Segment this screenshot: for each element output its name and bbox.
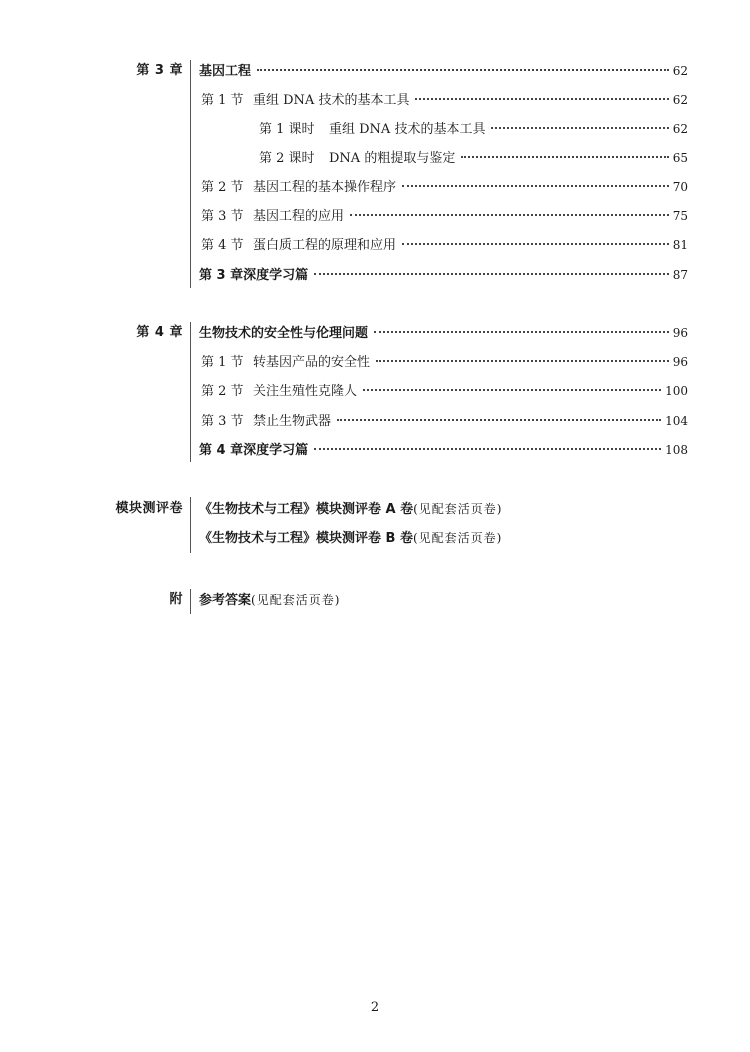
leader-dots	[415, 98, 668, 100]
chapter3-page: 62	[672, 64, 688, 78]
section-page: 96	[672, 355, 688, 369]
lesson-title: DNA 的粗提取与鉴定	[329, 151, 456, 166]
divider-chapter4	[190, 322, 191, 462]
toc-entry-3-1[interactable]	[201, 90, 688, 111]
toc-entry-3-1-lesson1[interactable]	[259, 119, 688, 140]
section-title: 蛋白质工程的原理和应用	[253, 238, 397, 253]
lesson-title: 重组 DNA 技术的基本工具	[329, 122, 486, 137]
toc-entry-4-1[interactable]	[201, 352, 688, 373]
section-title: 基因工程的基本操作程序	[253, 180, 397, 195]
section-page: 70	[672, 180, 688, 194]
section-number: 第 3 节	[201, 209, 244, 224]
lesson-page: 65	[672, 151, 688, 165]
section-number: 第 1 节	[201, 93, 244, 108]
section-title: 关注生殖性克隆人	[253, 384, 358, 399]
chapter3-title: 基因工程	[199, 64, 252, 79]
divider-appendix	[190, 589, 191, 614]
appendix-entry[interactable]	[199, 590, 340, 611]
section-number: 第 2 节	[201, 384, 244, 399]
section-number: 第 1 节	[201, 355, 244, 370]
section-number: 第 2 节	[201, 180, 244, 195]
lesson-page: 62	[672, 122, 688, 136]
section-number: 第 3 节	[201, 414, 244, 429]
toc-entry-4-3[interactable]	[201, 411, 688, 432]
chapter4-page: 96	[672, 326, 688, 340]
module-test-label: 模块测评卷	[115, 501, 183, 516]
section-page: 81	[672, 238, 688, 252]
leader-dots	[314, 448, 661, 450]
toc-entry-3-deep[interactable]	[199, 265, 688, 286]
chapter4-label: 第 4 章	[136, 325, 183, 340]
leader-dots	[314, 273, 669, 275]
section-title: 基因工程的应用	[253, 209, 345, 224]
section-number: 第 4 节	[201, 238, 244, 253]
section-page: 100	[665, 384, 688, 398]
lesson-number: 第 2 课时	[259, 151, 315, 166]
module-test-note: (见配套活页卷)	[413, 502, 503, 516]
toc-entry-4-deep[interactable]	[199, 440, 688, 461]
leader-dots	[402, 185, 669, 187]
lesson-number: 第 1 课时	[259, 122, 315, 137]
toc-entry-3-2[interactable]	[201, 177, 688, 198]
leader-dots	[491, 127, 668, 129]
leader-dots	[374, 331, 669, 333]
appendix-note: (见配套活页卷)	[251, 593, 341, 607]
section-title: 禁止生物武器	[253, 414, 332, 429]
leader-dots	[257, 69, 669, 71]
deep-learning-page: 87	[672, 268, 688, 282]
appendix-label: 附	[169, 592, 183, 607]
chapter3-label: 第 3 章	[136, 63, 183, 78]
section-title: 重组 DNA 技术的基本工具	[253, 93, 410, 108]
chapter4-title: 生物技术的安全性与伦理问题	[199, 326, 369, 341]
leader-dots	[402, 243, 669, 245]
appendix-title: 参考答案	[199, 593, 252, 608]
page-number: 2	[370, 1000, 380, 1015]
module-test-title: 《生物技术与工程》模块测评卷 A 卷	[199, 502, 414, 517]
section-page: 75	[672, 209, 688, 223]
section-page: 62	[672, 93, 688, 107]
chapter4-title-entry[interactable]	[199, 323, 688, 344]
toc-entry-3-1-lesson2[interactable]	[259, 148, 688, 169]
module-test-note: (见配套活页卷)	[412, 531, 503, 545]
module-test-entry-a[interactable]	[199, 499, 503, 520]
section-page: 104	[665, 414, 688, 428]
chapter3-title-entry[interactable]	[199, 61, 688, 82]
deep-learning-page: 108	[665, 443, 688, 457]
leader-dots	[363, 389, 661, 391]
deep-learning-title: 第 3 章深度学习篇	[199, 268, 309, 283]
divider-module	[190, 497, 191, 553]
leader-dots	[350, 214, 669, 216]
leader-dots	[461, 156, 668, 158]
module-test-entry-b[interactable]	[199, 528, 502, 549]
toc-entry-3-3[interactable]	[201, 206, 688, 227]
leader-dots	[376, 360, 669, 362]
module-test-title: 《生物技术与工程》模块测评卷 B 卷	[199, 531, 413, 546]
deep-learning-title: 第 4 章深度学习篇	[199, 443, 309, 458]
section-title: 转基因产品的安全性	[253, 355, 371, 370]
toc-entry-3-4[interactable]	[201, 235, 688, 256]
leader-dots	[337, 419, 661, 421]
toc-entry-4-2[interactable]	[201, 381, 688, 402]
divider-chapter3	[190, 60, 191, 288]
